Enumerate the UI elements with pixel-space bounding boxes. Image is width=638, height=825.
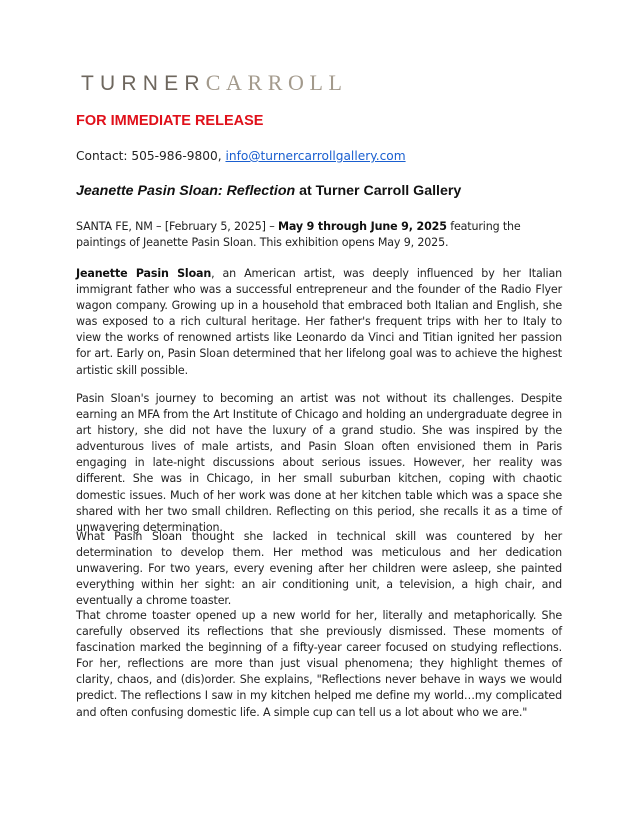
contact-label: Contact: 505-986-9800, <box>76 149 226 163</box>
bio-text-1: , an American artist, was deeply influenced by her Italian immigrant father who was a successful entrepreneur and the founder of the Radio Flyer wagon company. Growing up in a household that embraced both Italian and English, she was exposed to a rich cultural heritage. Her father's frequent trips with her to Italy to view the works of renowned artists like Leonardo da Vinci and Titian ignited her passion for art. Early on, Pasin Sloan determined that her lifelong goal was to achieve the highest artistic skill possible. <box>76 267 562 377</box>
artist-name: Jeanette Pasin Sloan <box>76 267 212 280</box>
dateline-rest: featuring the paintings of Jeanette Pasin Sloan. This exhibition opens May 9, 2025. <box>76 220 521 250</box>
dateline: SANTA FE, NM – [February 5, 2025] – <box>76 220 278 233</box>
bio-paragraph-4: That chrome toaster opened up a new world for her, literally and metaphorically. She carefully observed its reflections that she previously dismissed. These moments of fascination marked the beginning of a fifty-year career focused on studying reflections. For her, reflections are more than just visual phenomena; they highlight themes of clarity, chaos, and (dis)order. She explains, "Reflections never behave in ways we would predict. The reflections I saw in my kitchen helped me define my world…my complicated and often confusing domestic life. A simple cup can tell us a lot about who we are." <box>76 609 562 719</box>
dateline-paragraph <box>76 219 562 251</box>
title-venue: at Turner Carroll Gallery <box>295 183 462 199</box>
bio-paragraph-3: What Pasin Sloan thought she lacked in technical skill was countered by her determination to develop them. Her method was meticulous and her dedication unwavering. For two years, every evening after her children were asleep, she painted everything within her sight: an air conditioning unit, a television, a high chair, and eventually a chrome toaster. <box>76 530 562 608</box>
gallery-logo <box>81 72 348 94</box>
logo-carroll: CARROLL <box>205 70 348 95</box>
release-label: FOR IMMEDIATE RELEASE <box>76 113 264 129</box>
contact-line <box>76 149 406 163</box>
email-link[interactable]: info@turnercarrollgallery.com <box>225 149 406 163</box>
exhibition-title: Jeanette Pasin Sloan: Reflection <box>76 183 296 199</box>
bio-paragraph-2: Pasin Sloan's journey to becoming an artist was not without its challenges. Despite earning an MFA from the Art Institute of Chicago and holding an undergraduate degree in art history, she did not have the luxury of a grand studio. She was inspired by the adventurous lives of male artists, and Pasin Sloan often envisioned them in Paris engaging in late-night discussions about serious issues. However, her reality was different. She was in Chicago, in her small suburban kitchen, coping with chaotic domestic issues. Much of her work was done at her kitchen table which was a space she shared with her two small children. Reflecting on this period, she recalls it as a time of unwavering determination. <box>76 392 562 534</box>
release-title <box>76 183 461 199</box>
exhibition-dates: May 9 through June 9, 2025 <box>277 220 447 233</box>
bio-paragraph-1 <box>76 266 562 379</box>
logo-turner: TURNER <box>81 72 206 95</box>
